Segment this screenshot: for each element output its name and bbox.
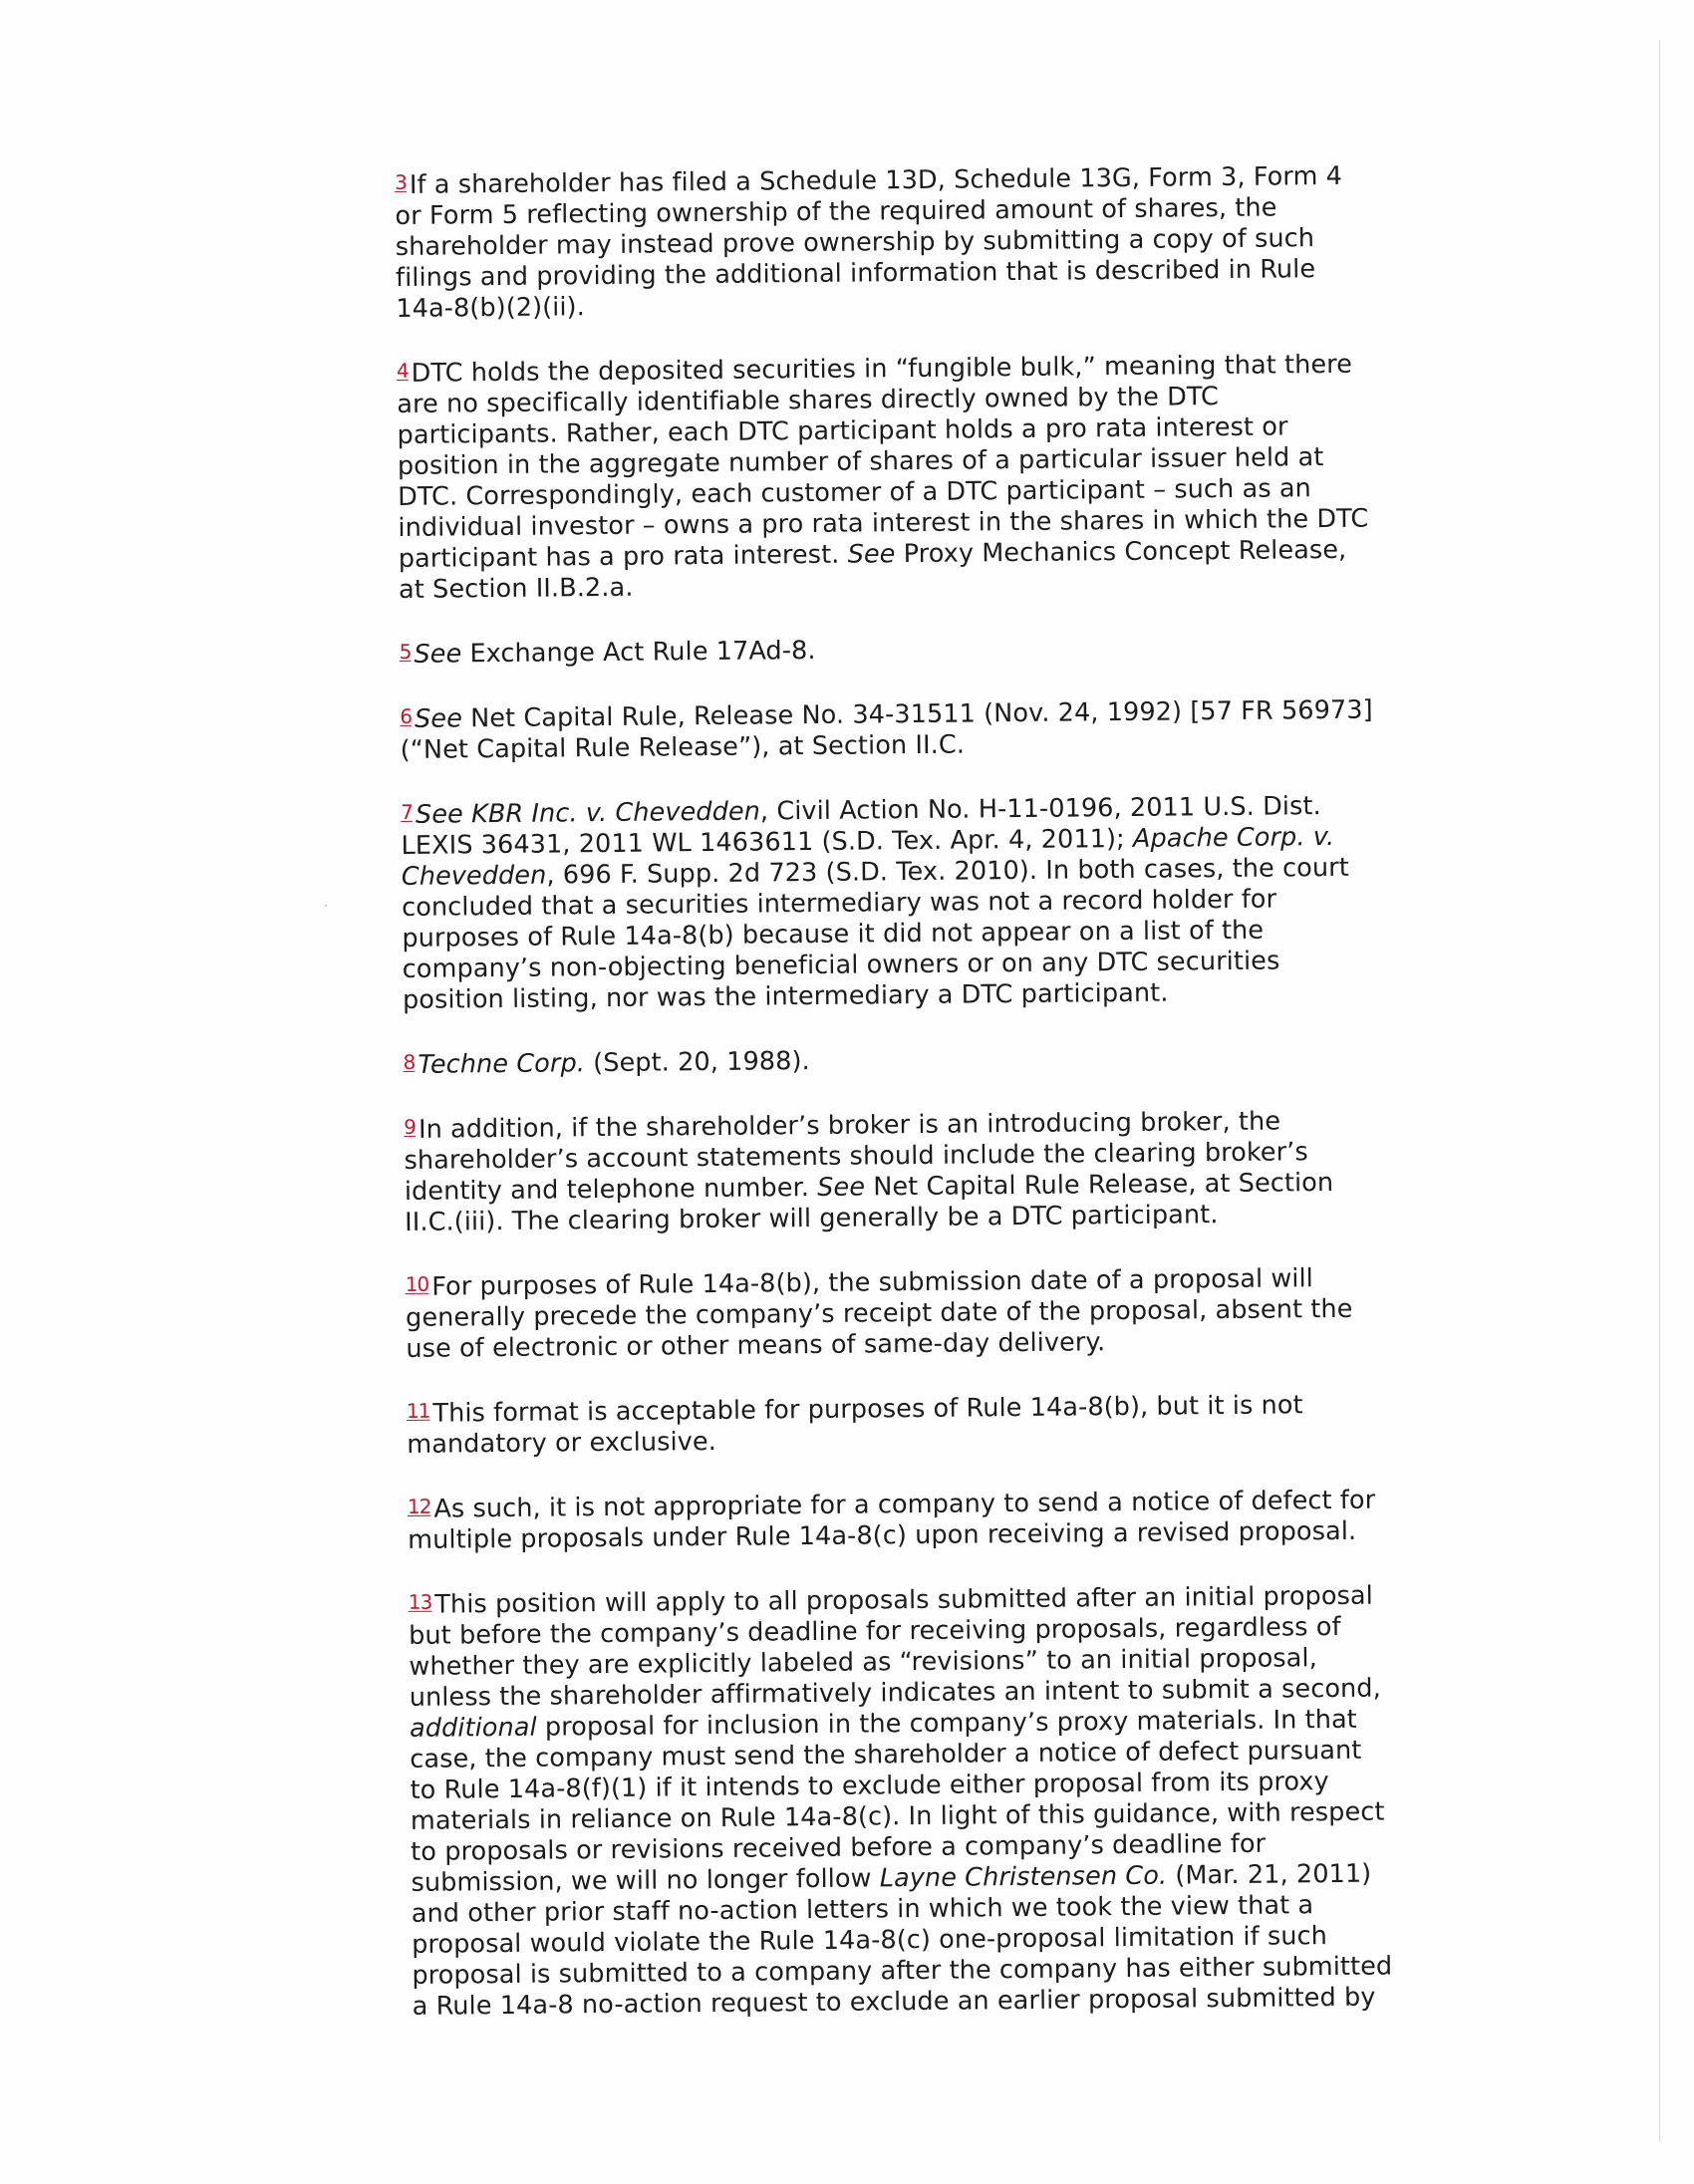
footnote-13 bbox=[408, 1577, 1401, 2022]
footnote-3 bbox=[395, 158, 1377, 325]
footnote-12 bbox=[408, 1482, 1390, 1555]
footnote-7 bbox=[401, 788, 1384, 1016]
footnote-text: (Sept. 20, 1988). bbox=[584, 1046, 810, 1079]
footnote-text: proposal for inclusion in the company’s proxy materials. In that case, the company must send the shareholder a notice of defect pursuant to Rule 14a-8(f)(1) if it intends to exclude either proposal from its proxy materials in reliance on Rule 14a-8(c). In light of this guidance, with respect to proposals or revisions received before a company’s deadline for submission, we will no longer follow bbox=[410, 1704, 1393, 1898]
footnote-5 bbox=[400, 628, 1381, 671]
footnote-4 bbox=[397, 347, 1380, 606]
scan-speck bbox=[325, 905, 327, 907]
footnote-number-link[interactable]: 7 bbox=[401, 799, 414, 824]
footnote-text: , 696 F. Supp. 2d 723 (S.D. Tex. 2010). In both cases, the court concluded that a securities intermediary was not a record holder for purposes of Rule 14a-8(b) because it did not appear on a list of the company’s non-objecting beneficial owners or on any DTC securities position listing, nor was the intermediary a DTC participant. bbox=[401, 852, 1358, 1015]
footnote-italic-text: See bbox=[414, 703, 463, 734]
footnote-text: In addition, if the shareholder’s broker is an introducing broker, the shareholder’s account statements should include the clearing broker’s identity and telephone number. bbox=[404, 1106, 1317, 1207]
footnote-6 bbox=[400, 692, 1382, 766]
footnote-number-link[interactable]: 9 bbox=[404, 1114, 417, 1139]
footnote-text: Exchange Act Rule 17Ad-8. bbox=[461, 635, 816, 670]
footnote-text: This format is acceptable for purposes of Rule 14a-8(b), but it is not mandatory or exclusive. bbox=[407, 1390, 1312, 1460]
footnote-number-link[interactable]: 6 bbox=[400, 703, 413, 728]
footnote-italic-text: See KBR Inc. v. Chevedden bbox=[415, 796, 761, 830]
footnote-number-link[interactable]: 12 bbox=[407, 1494, 431, 1518]
footnote-text: Net Capital Rule Release, at Section II.C.(iii). The clearing broker will generally be a DTC participant. bbox=[405, 1167, 1342, 1237]
footnote-italic-text: Techne Corp. bbox=[418, 1048, 586, 1080]
footnote-11 bbox=[407, 1386, 1389, 1460]
footnote-text: For purposes of Rule 14a-8(b), the submission date of a proposal will generally precede the company’s receipt date of the proposal, absent the use of electronic or other means of same-day delivery. bbox=[405, 1263, 1361, 1364]
footnotes-list bbox=[395, 158, 1401, 2023]
footnote-text: , Civil Action No. H-11-0196, 2011 U.S. Dist. LEXIS 36431, 2011 WL 1463611 (S.D. Tex. Apr. 4, 2011); bbox=[401, 791, 1330, 861]
footnote-italic-text: additional bbox=[409, 1712, 537, 1744]
footnote-number-link[interactable]: 10 bbox=[405, 1271, 429, 1296]
scan-edge-line bbox=[1659, 40, 1660, 2142]
footnote-italic-text: Layne Christensen Co. bbox=[879, 1860, 1168, 1894]
footnote-number-link[interactable]: 8 bbox=[403, 1049, 416, 1074]
footnote-number-link[interactable]: 13 bbox=[408, 1589, 432, 1614]
footnote-9 bbox=[404, 1103, 1386, 1238]
footnote-italic-text: See bbox=[817, 1172, 866, 1203]
footnote-italic-text: Apache Corp. v. Chevedden bbox=[401, 821, 1343, 892]
footnote-text: Net Capital Rule, Release No. 34-31511 (Nov. 24, 1992) [57 FR 56973] (“Net Capital Rule Release”), at Section II.C. bbox=[400, 694, 1382, 765]
footnote-text: (Mar. 21, 2011) and other prior staff no-action letters in which we took the view that a proposal would violate the Rule 14a-8(c) one-proposal limitation if such proposal is submitted to a company after the company has either submitted a Rule 14a-8 no-action request to exclude an earlier proposal submitted by bbox=[411, 1858, 1401, 2022]
footnote-text: If a shareholder has filed a Schedule 13D, Schedule 13G, Form 3, Form 4 or Form 5 reflecting ownership of the required amount of shares, the shareholder may instead prove ownership by submitting a copy of such filings and providing the additional information that is described in Rule 14a-8(b)(2)(ii). bbox=[395, 160, 1351, 324]
footnote-number-link[interactable]: 3 bbox=[395, 169, 407, 194]
footnote-number-link[interactable]: 5 bbox=[399, 639, 412, 664]
footnote-text: As such, it is not appropriate for a company to send a notice of defect for multiple proposals under Rule 14a-8(c) upon receiving a revised proposal. bbox=[408, 1485, 1384, 1555]
footnote-8 bbox=[403, 1038, 1384, 1081]
footnote-text: DTC holds the deposited securities in “fungible bulk,” meaning that there are no specifically identifiable shares directly owned by the DTC participants. Rather, each DTC participant holds a pro rata interest or position in the aggregate number of shares of a particular issuer held at DTC. Correspondingly, each customer of a DTC participant – such as an individual investor – owns a pro rata interest in the shares in which the DTC participant has a pro rata interest. bbox=[397, 349, 1377, 574]
footnote-10 bbox=[406, 1259, 1388, 1364]
footnote-text: Proxy Mechanics Concept Release, at Section II.B.2.a. bbox=[398, 534, 1355, 605]
footnote-italic-text: See bbox=[414, 639, 462, 670]
footnote-italic-text: See bbox=[847, 539, 896, 570]
footnote-number-link[interactable]: 11 bbox=[406, 1398, 430, 1423]
footnote-number-link[interactable]: 4 bbox=[396, 358, 409, 383]
footnote-text: This position will apply to all proposals submitted after an initial proposal but before the company’s deadline for receiving proposals, regardless of whether they are explicitly labeled as “revisions” to an initial proposal, unless the shareholder affirmatively indicates an intent to submit a second, bbox=[409, 1580, 1390, 1713]
